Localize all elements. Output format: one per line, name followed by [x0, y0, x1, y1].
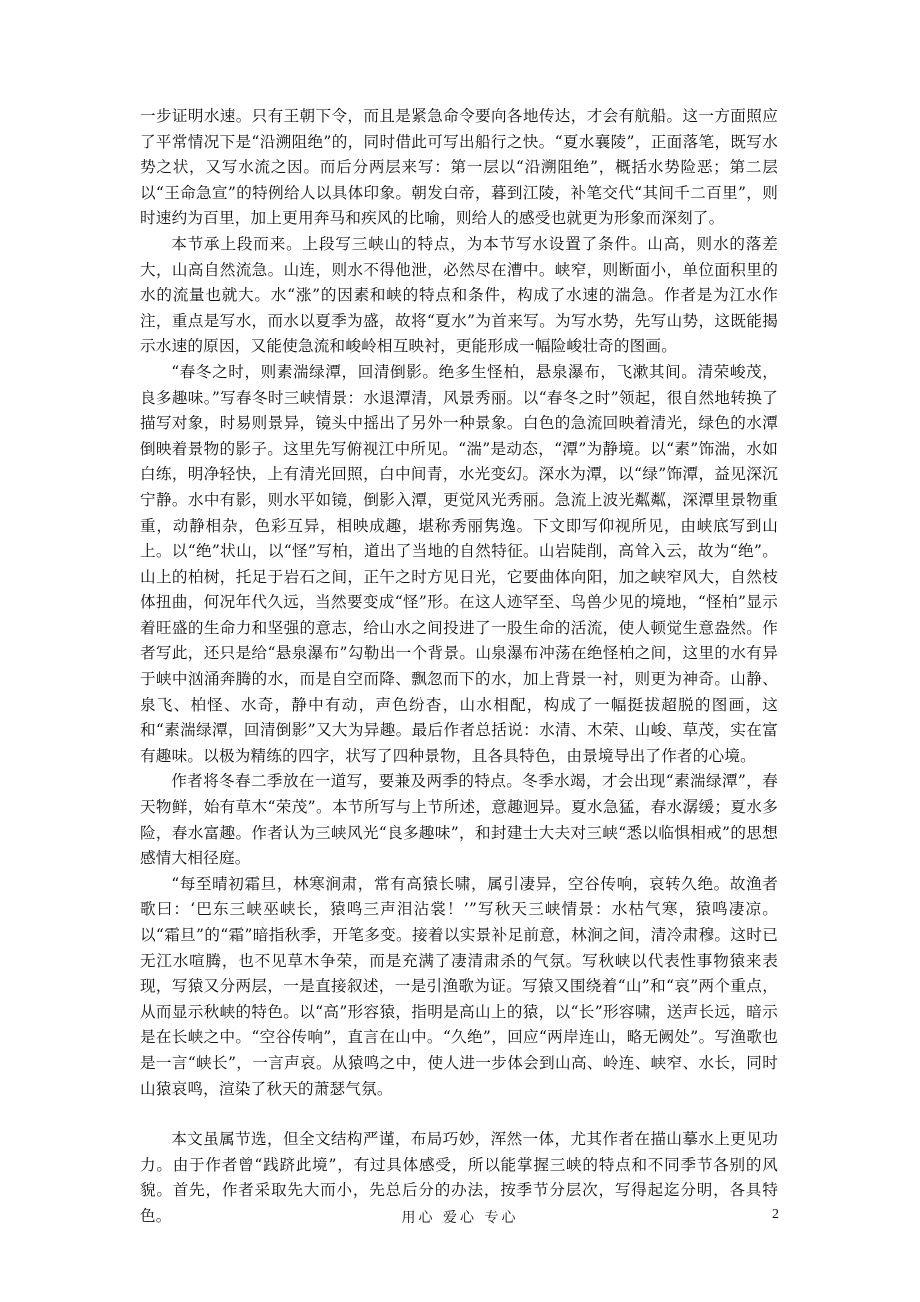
paragraph-6: 本文虽属节选，但全文结构严谨，布局巧妙，浑然一体，尤其作者在描山摹水上更见功力。由于作者曾“践跻此境”，有过具体感受，所以能掌握三峡的特点和不同季节各别的风貌。首先，作者采取先大而小，先总后分的办法，按季节分层次，写得起迄分明，各具特色。 [140, 1130, 778, 1225]
paragraph-1: 一步证明水速。只有王朝下令，而且是紧急命令要向各地传达，才会有航船。这一方面照应了平常情况下是“沿溯阻绝”的，同时借此可写出船行之快。“夏水襄陵”，正面落笔，既写水势之状，又写水流之因。而后分两层来写：第一层以“沿溯阻绝”，概括水势险恶；第二层以“王命急宣”的特例给人以具体印象。朝发白帝，暮到江陵，补笔交代“其间千二百里”，则时速约为百里，加上更用奔马和疾风的比喻，则给人的感受也就更为形象而深刻了。 [140, 107, 778, 228]
page-number: 2 [772, 1207, 779, 1222]
paragraph-5: “每至晴初霜旦，林寒涧肃，常有高猿长啸，属引凄异，空谷传响，哀转久绝。故渔者歌曰：‘巴东三峡巫峡长，猿鸣三声泪沾裳！’”写秋天三峡情景：水枯气寒，猿鸣凄凉。以“霜旦”的“霜”暗指秋季，开笔多变。接着以实景补足前意，林涧之间，清冷肃穆。这时已无江水喧腾，也不见草木争荣，而是充满了凄清肃杀的气氛。写秋峡以代表性事物猿来表现，写猿又分两层，一是直接叙述，一是引渔歌为证。写猿又围绕着“山”和“哀”两个重点，从而显示秋峡的特色。以“高”形容猿，指明是高山上的猿，以“长”形容啸，送声长远，暗示是在长峡之中。“空谷传响”，直言在山中。“久绝”，回应“两岸连山，略无阙处”。写渔歌也是一言“峡长”，一言声哀。从猿鸣之中，使人进一步体会到山高、岭连、峡窄、水长，同时山猿哀鸣，渲染了秋天的萧瑟气氛。 [140, 874, 778, 1098]
body-text [140, 104, 778, 1230]
paragraph-4: 作者将冬春二季放在一道写，要兼及两季的特点。冬季水竭，才会出现“素湍绿潭”，春天物鲜，始有草木“荣茂”。本节所写与上节所述，意趣迥异。夏水急猛，春水潺缓；夏水多险，春水富趣。作者认为三峡风光“良多趣味”，和封建士大夫对三峡“悉以临惧相戒”的思想感情大相径庭。 [140, 772, 778, 868]
paragraph-3: “春冬之时，则素湍绿潭，回清倒影。绝多生怪柏，悬泉瀑布，飞漱其间。清荣峻茂，良多趣味。”写春冬时三峡情景：水退潭清，风景秀丽。以“春冬之时”领起，很自然地转换了描写对象，时易则景异，镜头中摇出了另外一种景象。白色的急流回映着清光，绿色的水潭倒映着景物的影子。这里先写俯视江中所见。“湍”是动态，“潭”为静境。以“素”饰湍，水如白练，明净轻快，上有清光回照，白中间青，水光变幻。深水为潭，以“绿”饰潭，益见深沉宁静。水中有影，则水平如镜，倒影入潭，更觉风光秀丽。急流上波光粼粼，深潭里景物重重，动静相杂，色彩互异，相映成趣，堪称秀丽隽逸。下文即写仰视所见，由峡底写到山上。以“绝”状山，以“怪”写柏，道出了当地的自然特征。山岩陡削，高耸入云，故为“绝”。山上的柏树，托足于岩石之间，正午之时方见日光，它要曲体向阳，加之峡窄风大，自然枝体扭曲，何况年代久远，当然要变成“怪”形。在这人迹罕至、鸟兽少见的境地，“怪柏”显示着旺盛的生命力和坚强的意志，给山水之间投进了一股生命的活流，使人顿觉生意盎然。作者写此，还只是给“悬泉瀑布”勾勒出一个背景。山泉瀑布冲荡在绝怪柏之间，这里的水有异于峡中汹涌奔腾的水，而是自空而降、飘忽而下的水，加上背景一衬，则更为神奇。山静、泉飞、柏怪、水奇，静中有动，声色纷杳，山水相配，构成了一幅挺拔超脱的图画，这和“素湍绿潭，回清倒影”又大为异趣。最后作者总括说：水清、木荣、山峻、草茂，实在富有趣味。以极为精练的四字，状写了四种景物，且各具特色，由景境导出了作者的心境。 [140, 362, 778, 765]
paragraph-2: 本节承上段而来。上段写三峡山的特点，为本节写水设置了条件。山高，则水的落差大，山高自然流急。山连，则水不得他泄，必然尽在漕中。峡窄，则断面小，单位面积里的水的流量也就大。水“涨”的因素和峡的特点和条件，构成了水速的湍急。作者是为江水作注，重点是写水，而水以夏季为盛，故将“夏水”为首来写。为写水势，先写山势，这既能揭示水速的原因，又能使急流和峻岭相互映衬，更能形成一幅险峻壮奇的图画。 [140, 234, 778, 356]
page-footer-motto: 用心 爱心 专心 [401, 1210, 519, 1226]
paragraph-spacer [140, 1102, 778, 1127]
